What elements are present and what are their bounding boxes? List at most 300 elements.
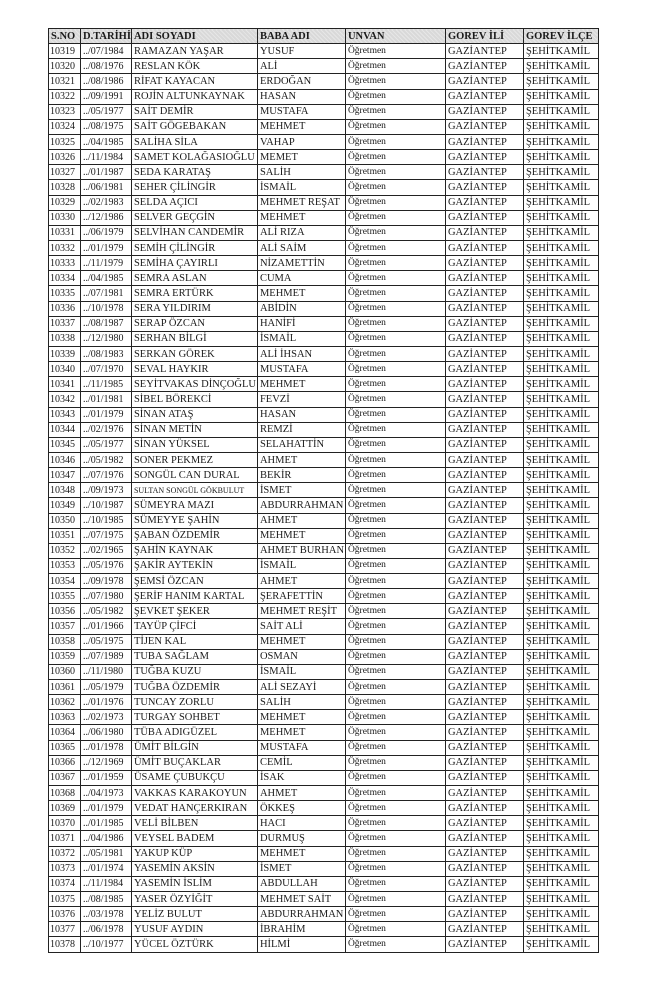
cell-title: Öğretmen [345,634,445,649]
cell-full-name: VEDAT HANÇERKIRAN [131,801,257,816]
cell-full-name: ÜMİT BUÇAKLAR [131,755,257,770]
cell-province: GAZİANTEP [445,861,523,876]
cell-province: GAZİANTEP [445,316,523,331]
cell-full-name: ŞERİF HANIM KARTAL [131,589,257,604]
cell-birth-date: ../05/1979 [81,680,132,695]
cell-province: GAZİANTEP [445,468,523,483]
cell-district: ŞEHİTKAMİL [523,468,598,483]
cell-title: Öğretmen [345,937,445,952]
cell-title: Öğretmen [345,907,445,922]
table-row [49,725,599,740]
cell-district: ŞEHİTKAMİL [523,392,598,407]
cell-district: ŞEHİTKAMİL [523,725,598,740]
cell-district: ŞEHİTKAMİL [523,165,598,180]
cell-sno: 10370 [49,816,81,831]
cell-father-name: MEHMET SAİT [257,892,345,907]
cell-father-name: MUSTAFA [257,362,345,377]
cell-father-name: SELAHATTİN [257,437,345,452]
table-row [49,861,599,876]
cell-sno: 10354 [49,574,81,589]
cell-full-name: SÜMEYRA MAZI [131,498,257,513]
cell-full-name: ŞAKİR AYTEKİN [131,558,257,573]
table-row [49,407,599,422]
cell-province: GAZİANTEP [445,134,523,149]
cell-full-name: TURGAY SOHBET [131,710,257,725]
cell-full-name: SEMRA ERTÜRK [131,286,257,301]
cell-title: Öğretmen [345,649,445,664]
cell-title: Öğretmen [345,44,445,59]
table-row [49,937,599,952]
cell-father-name: SALİH [257,695,345,710]
cell-father-name: ALİ RIZA [257,225,345,240]
cell-title: Öğretmen [345,558,445,573]
cell-title: Öğretmen [345,59,445,74]
table-row [49,710,599,725]
cell-father-name: İSMET [257,861,345,876]
cell-father-name: BEKİR [257,468,345,483]
cell-full-name: SERAP ÖZCAN [131,316,257,331]
cell-full-name: SEYİTVAKAS DİNÇOĞLU [131,377,257,392]
cell-sno: 10345 [49,437,81,452]
cell-district: ŞEHİTKAMİL [523,907,598,922]
cell-district: ŞEHİTKAMİL [523,104,598,119]
cell-full-name: SONGÜL CAN DURAL [131,468,257,483]
cell-province: GAZİANTEP [445,786,523,801]
cell-birth-date: ../07/1989 [81,649,132,664]
cell-full-name: YAKUP KÜP [131,846,257,861]
cell-full-name: SERKAN GÖREK [131,346,257,361]
table-row [49,180,599,195]
cell-full-name: ŞEMSİ ÖZCAN [131,574,257,589]
cell-sno: 10360 [49,664,81,679]
cell-sno: 10371 [49,831,81,846]
table-row [49,498,599,513]
cell-sno: 10364 [49,725,81,740]
cell-sno: 10327 [49,165,81,180]
cell-birth-date: ../02/1983 [81,195,132,210]
cell-title: Öğretmen [345,876,445,891]
cell-sno: 10336 [49,301,81,316]
cell-full-name: YASER ÖZYİĞİT [131,892,257,907]
table-row [49,649,599,664]
cell-father-name: CUMA [257,271,345,286]
cell-birth-date: ../08/1987 [81,316,132,331]
cell-title: Öğretmen [345,861,445,876]
cell-district: ŞEHİTKAMİL [523,770,598,785]
cell-birth-date: ../12/1969 [81,755,132,770]
table-row [49,770,599,785]
cell-birth-date: ../05/1981 [81,846,132,861]
cell-full-name: RAMAZAN YAŞAR [131,44,257,59]
cell-full-name: SİNAN YÜKSEL [131,437,257,452]
cell-province: GAZİANTEP [445,816,523,831]
cell-birth-date: ../01/1979 [81,240,132,255]
cell-district: ŞEHİTKAMİL [523,362,598,377]
cell-province: GAZİANTEP [445,725,523,740]
cell-province: GAZİANTEP [445,619,523,634]
cell-sno: 10326 [49,150,81,165]
cell-birth-date: ../12/1986 [81,210,132,225]
cell-sno: 10363 [49,710,81,725]
cell-father-name: ABDURRAHMAN [257,907,345,922]
cell-province: GAZİANTEP [445,558,523,573]
cell-full-name: YUSUF AYDIN [131,922,257,937]
table-row [49,831,599,846]
table-row [49,150,599,165]
cell-province: GAZİANTEP [445,89,523,104]
cell-sno: 10347 [49,468,81,483]
cell-sno: 10328 [49,180,81,195]
cell-title: Öğretmen [345,392,445,407]
cell-birth-date: ../11/1984 [81,876,132,891]
table-row [49,59,599,74]
cell-title: Öğretmen [345,346,445,361]
cell-father-name: AHMET [257,786,345,801]
cell-birth-date: ../08/1976 [81,59,132,74]
cell-full-name: RİFAT KAYACAN [131,74,257,89]
cell-sno: 10355 [49,589,81,604]
cell-title: Öğretmen [345,134,445,149]
cell-birth-date: ../05/1977 [81,437,132,452]
cell-birth-date: ../01/1974 [81,861,132,876]
cell-district: ŞEHİTKAMİL [523,619,598,634]
cell-birth-date: ../10/1977 [81,937,132,952]
cell-province: GAZİANTEP [445,755,523,770]
cell-birth-date: ../09/1973 [81,483,132,498]
cell-father-name: ŞERAFETTİN [257,589,345,604]
cell-full-name: TİJEN KAL [131,634,257,649]
cell-province: GAZİANTEP [445,680,523,695]
cell-province: GAZİANTEP [445,362,523,377]
cell-title: Öğretmen [345,543,445,558]
personnel-table [48,28,599,953]
cell-full-name: SAİT GÖGEBAKAN [131,119,257,134]
cell-birth-date: ../07/1975 [81,528,132,543]
cell-birth-date: ../07/1980 [81,589,132,604]
cell-father-name: FEVZİ [257,392,345,407]
cell-father-name: MEHMET [257,286,345,301]
cell-sno: 10368 [49,786,81,801]
cell-birth-date: ../04/1985 [81,271,132,286]
cell-full-name: ÜSAME ÇUBUKÇU [131,770,257,785]
cell-birth-date: ../01/1987 [81,165,132,180]
cell-birth-date: ../03/1978 [81,907,132,922]
cell-full-name: RESLAN KÖK [131,59,257,74]
cell-father-name: MUSTAFA [257,740,345,755]
cell-province: GAZİANTEP [445,240,523,255]
cell-birth-date: ../02/1965 [81,543,132,558]
cell-sno: 10340 [49,362,81,377]
cell-province: GAZİANTEP [445,664,523,679]
table-row [49,589,599,604]
cell-father-name: MEHMET [257,210,345,225]
cell-sno: 10331 [49,225,81,240]
cell-title: Öğretmen [345,180,445,195]
cell-province: GAZİANTEP [445,452,523,467]
cell-father-name: AHMET [257,452,345,467]
table-row [49,44,599,59]
cell-province: GAZİANTEP [445,377,523,392]
cell-district: ŞEHİTKAMİL [523,574,598,589]
cell-father-name: İSMAİL [257,664,345,679]
cell-birth-date: ../11/1985 [81,377,132,392]
cell-father-name: ALİ [257,59,345,74]
cell-birth-date: ../05/1977 [81,104,132,119]
cell-district: ŞEHİTKAMİL [523,74,598,89]
cell-full-name: SALİHA SİLA [131,134,257,149]
cell-sno: 10333 [49,256,81,271]
table-row [49,604,599,619]
cell-district: ŞEHİTKAMİL [523,589,598,604]
cell-district: ŞEHİTKAMİL [523,831,598,846]
cell-full-name: SULTAN SONGÜL GÖKBULUT [131,483,257,498]
cell-province: GAZİANTEP [445,392,523,407]
cell-title: Öğretmen [345,695,445,710]
cell-district: ŞEHİTKAMİL [523,937,598,952]
cell-district: ŞEHİTKAMİL [523,604,598,619]
header-district: GOREV İLÇE [523,29,598,44]
cell-province: GAZİANTEP [445,150,523,165]
cell-province: GAZİANTEP [445,695,523,710]
cell-father-name: MEHMET [257,119,345,134]
cell-province: GAZİANTEP [445,710,523,725]
table-row [49,104,599,119]
cell-birth-date: ../07/1984 [81,44,132,59]
cell-province: GAZİANTEP [445,301,523,316]
cell-province: GAZİANTEP [445,44,523,59]
cell-father-name: MUSTAFA [257,104,345,119]
cell-province: GAZİANTEP [445,210,523,225]
cell-father-name: ERDOĞAN [257,74,345,89]
cell-full-name: SEMİH ÇİLİNGİR [131,240,257,255]
cell-province: GAZİANTEP [445,649,523,664]
cell-province: GAZİANTEP [445,574,523,589]
cell-district: ŞEHİTKAMİL [523,346,598,361]
cell-province: GAZİANTEP [445,801,523,816]
cell-district: ŞEHİTKAMİL [523,649,598,664]
cell-title: Öğretmen [345,589,445,604]
cell-father-name: MEHMET [257,846,345,861]
cell-father-name: ÖKKEŞ [257,801,345,816]
cell-father-name: CEMİL [257,755,345,770]
cell-province: GAZİANTEP [445,543,523,558]
cell-district: ŞEHİTKAMİL [523,301,598,316]
cell-sno: 10348 [49,483,81,498]
cell-full-name: SELVİHAN CANDEMİR [131,225,257,240]
table-row [49,377,599,392]
cell-title: Öğretmen [345,74,445,89]
table-row [49,392,599,407]
cell-title: Öğretmen [345,301,445,316]
cell-father-name: MEHMET [257,377,345,392]
cell-title: Öğretmen [345,710,445,725]
cell-district: ŞEHİTKAMİL [523,422,598,437]
cell-title: Öğretmen [345,422,445,437]
cell-sno: 10350 [49,513,81,528]
cell-province: GAZİANTEP [445,892,523,907]
cell-sno: 10356 [49,604,81,619]
cell-sno: 10361 [49,680,81,695]
cell-birth-date: ../02/1976 [81,422,132,437]
table-row [49,74,599,89]
cell-sno: 10357 [49,619,81,634]
cell-full-name: TUĞBA KUZU [131,664,257,679]
table-row [49,483,599,498]
cell-sno: 10335 [49,286,81,301]
cell-province: GAZİANTEP [445,483,523,498]
cell-province: GAZİANTEP [445,740,523,755]
cell-title: Öğretmen [345,740,445,755]
cell-district: ŞEHİTKAMİL [523,664,598,679]
table-row [49,876,599,891]
cell-district: ŞEHİTKAMİL [523,740,598,755]
cell-father-name: İSMAİL [257,180,345,195]
cell-title: Öğretmen [345,528,445,543]
cell-district: ŞEHİTKAMİL [523,271,598,286]
cell-province: GAZİANTEP [445,346,523,361]
cell-title: Öğretmen [345,210,445,225]
table-row [49,346,599,361]
cell-full-name: YÜCEL ÖZTÜRK [131,937,257,952]
cell-province: GAZİANTEP [445,907,523,922]
cell-title: Öğretmen [345,195,445,210]
cell-sno: 10337 [49,316,81,331]
table-row [49,740,599,755]
table-row [49,331,599,346]
cell-province: GAZİANTEP [445,407,523,422]
cell-full-name: TUĞBA ÖZDEMİR [131,680,257,695]
cell-father-name: AHMET [257,513,345,528]
cell-sno: 10367 [49,770,81,785]
cell-father-name: MEMET [257,150,345,165]
cell-birth-date: ../05/1976 [81,558,132,573]
cell-father-name: HANİFİ [257,316,345,331]
cell-sno: 10324 [49,119,81,134]
cell-birth-date: ../08/1986 [81,74,132,89]
cell-birth-date: ../10/1978 [81,301,132,316]
table-row [49,801,599,816]
table-row [49,922,599,937]
cell-province: GAZİANTEP [445,271,523,286]
cell-title: Öğretmen [345,725,445,740]
cell-full-name: ÜMİT BİLGİN [131,740,257,755]
cell-father-name: MEHMET REŞAT [257,195,345,210]
cell-father-name: MEHMET [257,634,345,649]
cell-sno: 10377 [49,922,81,937]
table-row [49,846,599,861]
cell-full-name: SİNAN METİN [131,422,257,437]
cell-province: GAZİANTEP [445,634,523,649]
cell-birth-date: ../05/1982 [81,452,132,467]
cell-birth-date: ../08/1985 [81,892,132,907]
cell-sno: 10346 [49,452,81,467]
cell-title: Öğretmen [345,498,445,513]
cell-district: ŞEHİTKAMİL [523,513,598,528]
cell-sno: 10358 [49,634,81,649]
cell-district: ŞEHİTKAMİL [523,861,598,876]
cell-father-name: SAİT ALİ [257,619,345,634]
cell-province: GAZİANTEP [445,513,523,528]
table-header-row [49,29,599,44]
cell-full-name: SİNAN ATAŞ [131,407,257,422]
cell-birth-date: ../01/1979 [81,407,132,422]
table-row [49,513,599,528]
cell-district: ŞEHİTKAMİL [523,498,598,513]
cell-title: Öğretmen [345,680,445,695]
table-row [49,165,599,180]
table-row [49,816,599,831]
cell-sno: 10369 [49,801,81,816]
cell-district: ŞEHİTKAMİL [523,59,598,74]
cell-sno: 10352 [49,543,81,558]
cell-sno: 10373 [49,861,81,876]
cell-father-name: ABDURRAHMAN [257,498,345,513]
cell-father-name: YUSUF [257,44,345,59]
cell-sno: 10341 [49,377,81,392]
cell-father-name: ABİDİN [257,301,345,316]
table-row [49,680,599,695]
cell-sno: 10338 [49,331,81,346]
cell-title: Öğretmen [345,664,445,679]
cell-full-name: SONER PEKMEZ [131,452,257,467]
cell-district: ŞEHİTKAMİL [523,452,598,467]
cell-title: Öğretmen [345,574,445,589]
cell-province: GAZİANTEP [445,286,523,301]
cell-father-name: OSMAN [257,649,345,664]
cell-father-name: ALİ SAİM [257,240,345,255]
cell-birth-date: ../05/1982 [81,604,132,619]
cell-province: GAZİANTEP [445,104,523,119]
cell-title: Öğretmen [345,240,445,255]
cell-birth-date: ../10/1985 [81,513,132,528]
cell-birth-date: ../05/1975 [81,634,132,649]
header-father-name: BABA ADI [257,29,345,44]
cell-full-name: SEHER ÇİLİNGİR [131,180,257,195]
cell-district: ŞEHİTKAMİL [523,634,598,649]
table-row [49,286,599,301]
cell-father-name: İBRAHİM [257,922,345,937]
cell-birth-date: ../11/1984 [81,150,132,165]
cell-title: Öğretmen [345,892,445,907]
cell-birth-date: ../06/1978 [81,922,132,937]
table-row [49,134,599,149]
cell-sno: 10343 [49,407,81,422]
cell-father-name: AHMET [257,574,345,589]
cell-father-name: ALİ SEZAYİ [257,680,345,695]
cell-title: Öğretmen [345,452,445,467]
cell-title: Öğretmen [345,104,445,119]
cell-full-name: VEYSEL BADEM [131,831,257,846]
table-row [49,240,599,255]
cell-district: ŞEHİTKAMİL [523,680,598,695]
cell-birth-date: ../01/1978 [81,740,132,755]
cell-title: Öğretmen [345,286,445,301]
cell-full-name: VELİ BİLBEN [131,816,257,831]
cell-title: Öğretmen [345,755,445,770]
table-row [49,452,599,467]
cell-title: Öğretmen [345,119,445,134]
cell-birth-date: ../09/1991 [81,89,132,104]
table-row [49,422,599,437]
cell-district: ŞEHİTKAMİL [523,816,598,831]
table-row [49,574,599,589]
cell-district: ŞEHİTKAMİL [523,316,598,331]
cell-full-name: YASEMİN İSLİM [131,876,257,891]
cell-title: Öğretmen [345,437,445,452]
cell-birth-date: ../01/1981 [81,392,132,407]
cell-title: Öğretmen [345,468,445,483]
cell-district: ŞEHİTKAMİL [523,710,598,725]
